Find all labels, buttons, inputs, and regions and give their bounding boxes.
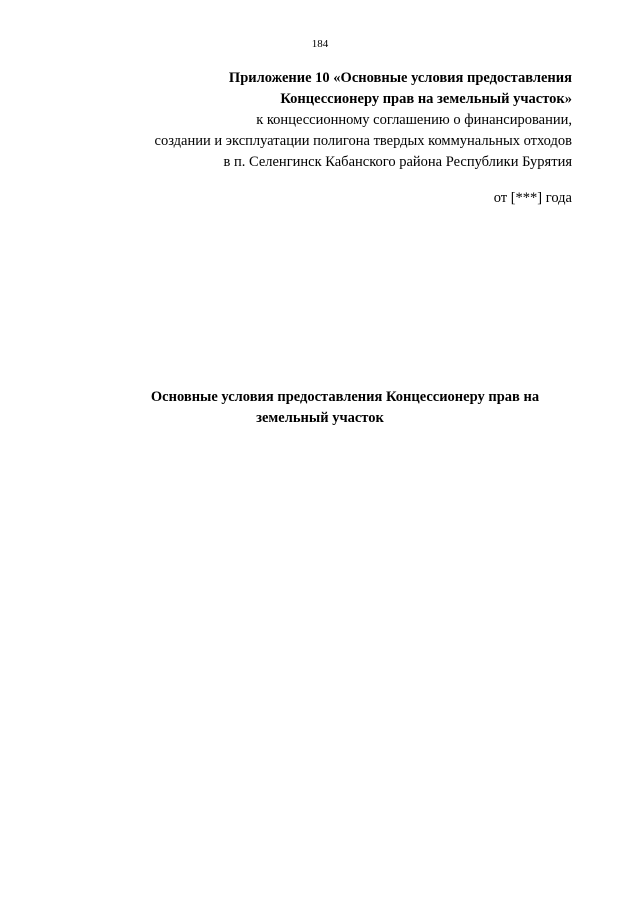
main-title-line1: Основные условия предоставления Концессионеру прав на bbox=[150, 389, 540, 405]
main-title-line2: земельный участок bbox=[256, 410, 384, 426]
appendix-title-line1: Приложение 10 «Основные условия предоставления bbox=[228, 70, 572, 86]
appendix-title-line2: Концессионеру прав на земельный участок» bbox=[280, 91, 572, 107]
appendix-subtitle-line1: к концессионному соглашению о финансировании, bbox=[256, 112, 572, 128]
page-number: 184 bbox=[311, 38, 329, 50]
main-title bbox=[0, 387, 640, 429]
appendix-subtitle-line2: создании и эксплуатации полигона твердых коммунальных отходов bbox=[154, 133, 572, 149]
agreement-date: от [***] года bbox=[493, 190, 572, 206]
appendix-subtitle-line3: в п. Селенгинск Кабанского района Республики Бурятия bbox=[223, 154, 572, 170]
appendix-header bbox=[102, 68, 572, 173]
